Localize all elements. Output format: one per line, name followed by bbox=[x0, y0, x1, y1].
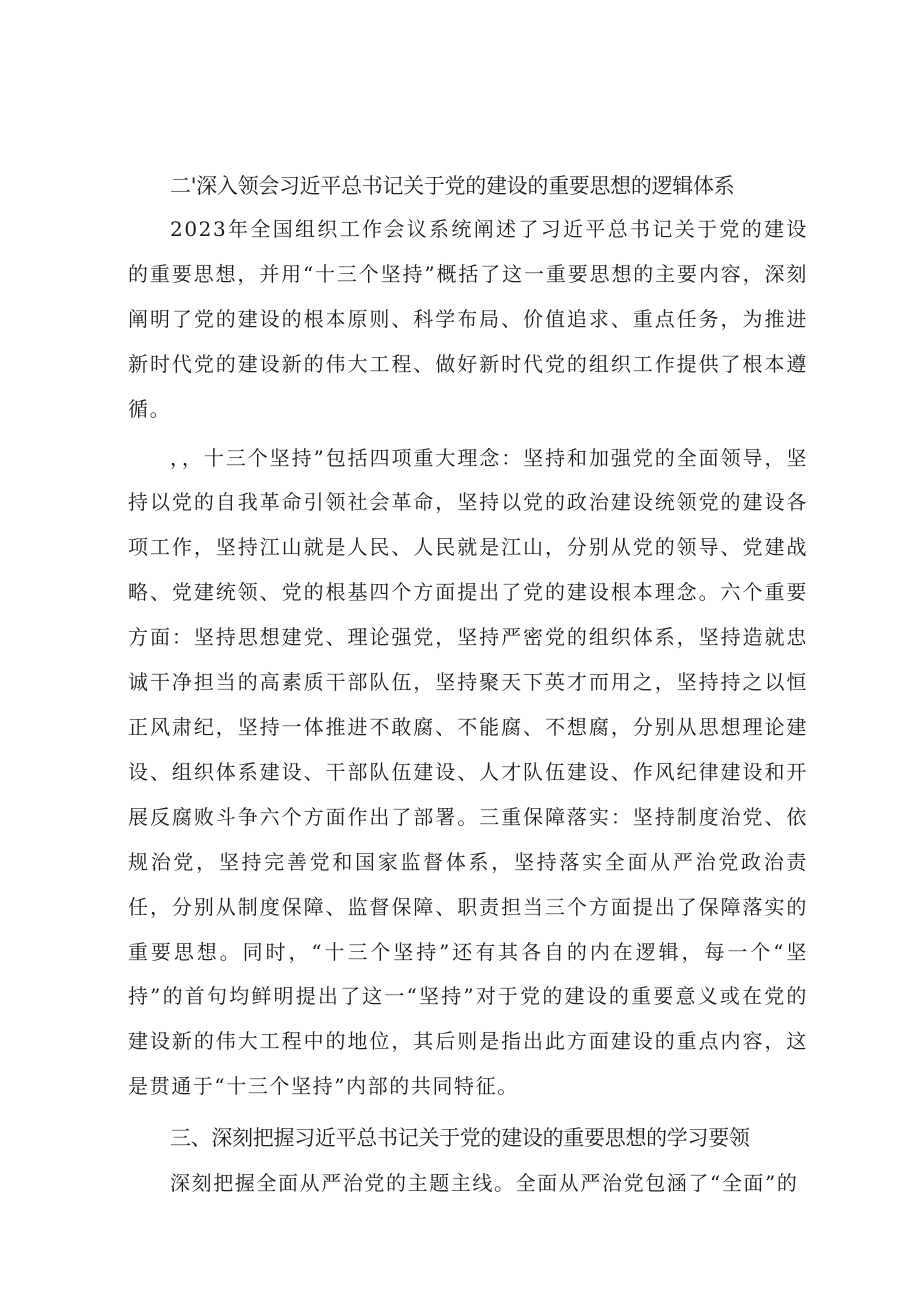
document-body bbox=[128, 161, 808, 1206]
section-3-heading: 三、深刻把握习近平总书记关于党的建设的重要思想的学习要领 bbox=[170, 1126, 750, 1151]
section-3-paragraph-1: 深刻把握全面从严治党的主题主线。全面从严治党包涵了“全面”的 bbox=[170, 1171, 799, 1196]
section-2-paragraph-2: ，，十三个坚持”包括四项重大理念：坚持和加强党的全面领导，坚持以党的自我革命引领社会革命，坚持以党的政治建设统领党的建设各项工作，坚持江山就是人民、人民就是江山，分别从党的领导、党建战略、党建统领、党的根基四个方面提出了党的建设根本理念。六个重要方面：坚持思想建党、理论强党，坚持严密党的组织体系，坚持造就忠诚干净担当的高素质干部队伍，坚持聚天下英才而用之，坚持持之以恒正风肃纪，坚持一体推进不敢腐、不能腐、不想腐，分别从思想理论建设、组织体系建设、干部队伍建设、人才队伍建设、作风纪律建设和开展反腐败斗争六个方面作出了部署。三重保障落实：坚持制度治党、依规治党，坚持完善党和国家监督体系，坚持落实全面从严治党政治责任，分别从制度保障、监督保障、职责担当三个方面提出了保障落实的重要思想。同时，“十三个坚持”还有其各自的内在逻辑，每一个“坚持”的首句均鲜明提出了这一“坚持”对于党的建设的重要意义或在党的建设新的伟大工程中的地位，其后则是指出此方面建设的重点内容，这是贯通于“十三个坚持”内部的共同特征。 bbox=[128, 445, 808, 1099]
section-2-heading: 二'深入领会习近平总书记关于党的建设的重要思想的逻辑体系 bbox=[170, 174, 735, 198]
section-2-paragraph-1: 2023年全国组织工作会议系统阐述了习近平总书记关于党的建设的重要思想，并用“十三个坚持”概括了这一重要思想的主要内容，深刻阐明了党的建设的根本原则、科学布局、价值追求、重点任务，为推进新时代党的建设新的伟大工程、做好新时代党的组织工作提供了根本遵循。 bbox=[128, 217, 808, 421]
